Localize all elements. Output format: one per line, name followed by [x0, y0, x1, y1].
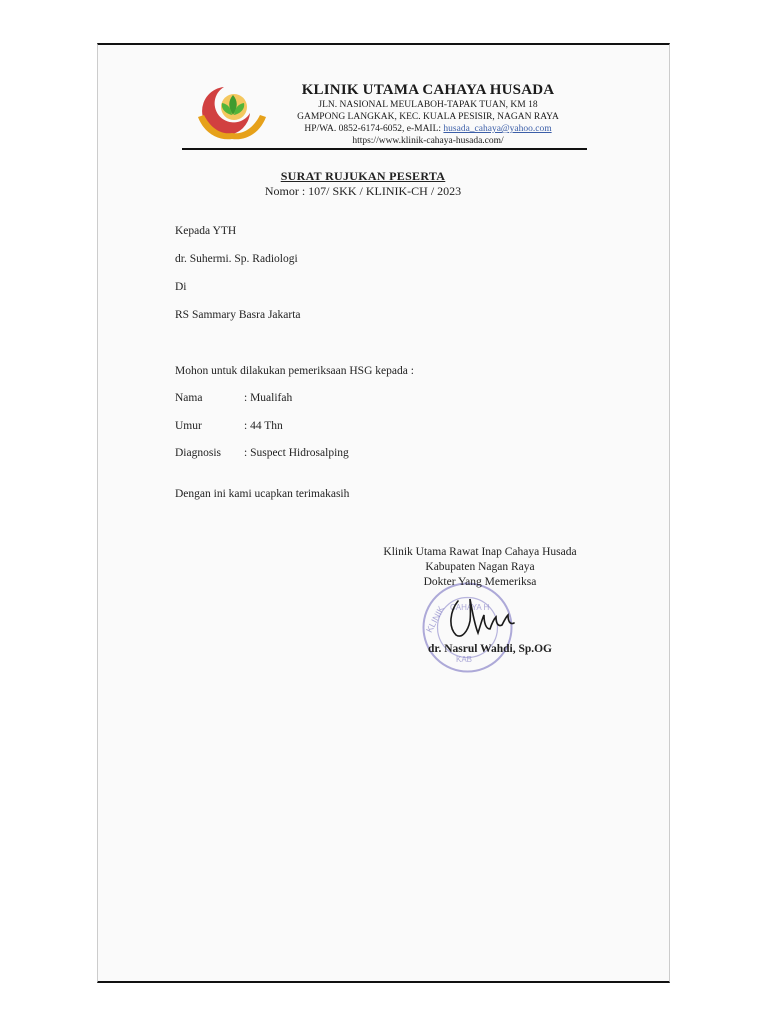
signature-line-3: Dokter Yang Memeriksa [423, 576, 537, 588]
address-line-1: JLN. NASIONAL MEULABOH-TAPAK TUAN, KM 18 [318, 100, 538, 110]
hospital: RS Sammary Basra Jakarta [175, 309, 301, 321]
clinic-name: KLINIK UTAMA CAHAYA HUSADA [301, 82, 555, 98]
stamp-text-top: KLINIK [424, 604, 447, 635]
handwritten-signature-icon [440, 593, 520, 641]
field-value-diagnosis: : Suspect Hidrosalping [244, 447, 349, 459]
website-line: https://www.klinik-cahaya-husada.com/ [352, 136, 504, 146]
contact-prefix: HP/WA. 0852-6174-6052, e-MAIL: [304, 124, 444, 134]
letter-number: Nomor : 107/ SKK / KLINIK-CH / 2023 [264, 184, 462, 198]
email-link[interactable]: husada_cahaya@yahoo.com [443, 124, 552, 134]
at-label: Di [175, 281, 187, 293]
contact-line [278, 123, 578, 135]
signature-block [360, 545, 600, 590]
address-line-2: GAMPONG LANGKAK, KEC. KUALA PESISIR, NAGAN RAYA [297, 112, 559, 122]
field-value-name: : Mualifah [244, 392, 293, 404]
letter-title-block [198, 169, 528, 198]
request-text: Mohon untuk dilakukan pemeriksaan HSG kepada : [175, 365, 414, 377]
letter-paper [97, 43, 670, 983]
field-label-age: Umur [175, 420, 202, 432]
field-label-name: Nama [175, 392, 203, 404]
header-divider [182, 148, 587, 150]
letter-title: SURAT RUJUKAN PESERTA [280, 169, 446, 183]
clinic-logo-icon [194, 77, 270, 149]
signature-line-2: Kabupaten Nagan Raya [425, 561, 535, 573]
recipient: dr. Suhermi. Sp. Radiologi [175, 253, 298, 265]
stamp-text-mid: CAHAYA H [450, 603, 490, 612]
doctor-name: dr. Nasrul Wahdi, Sp.OG [428, 643, 552, 655]
signature-line-1: Klinik Utama Rawat Inap Cahaya Husada [383, 546, 577, 558]
field-value-age: : 44 Thn [244, 420, 283, 432]
letterhead [278, 81, 578, 147]
greeting: Kepada YTH [175, 225, 237, 237]
stamp-text-bottom: KAB [456, 655, 473, 664]
field-label-diagnosis: Diagnosis [175, 447, 221, 459]
closing-text: Dengan ini kami ucapkan terimakasih [175, 488, 350, 500]
